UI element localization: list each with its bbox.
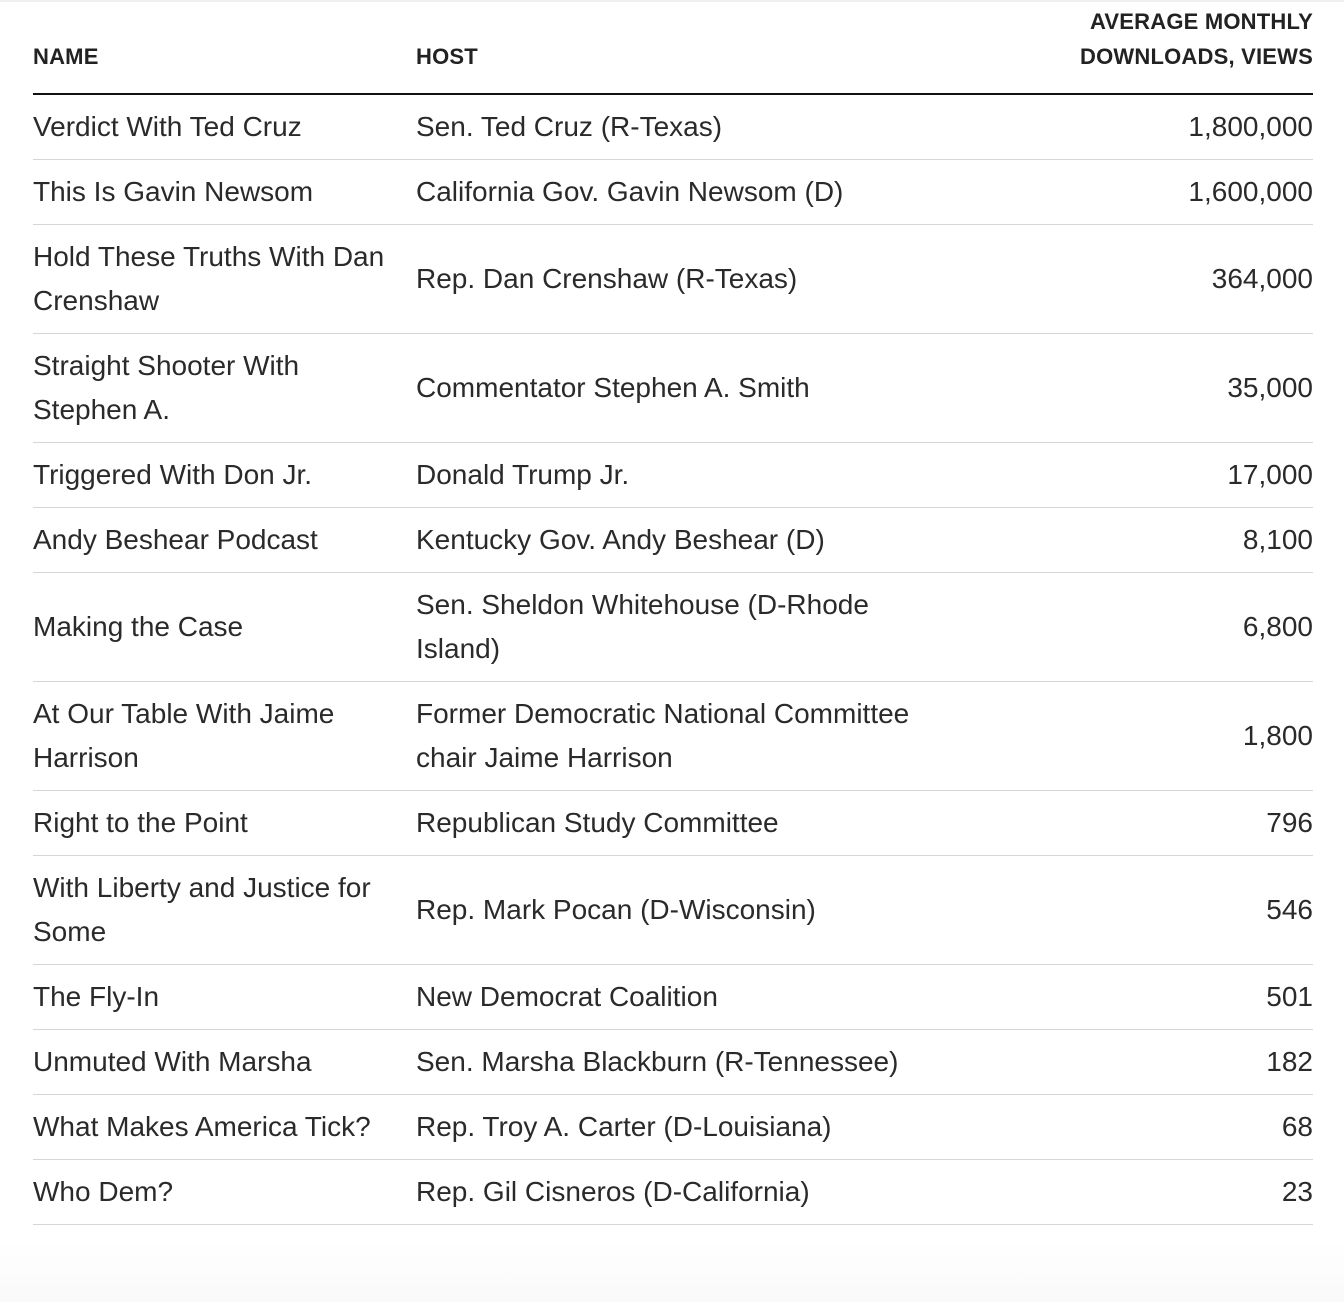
header-row xyxy=(33,0,1313,94)
downloads-value-cell: 364,000 xyxy=(963,225,1313,334)
table-header xyxy=(33,0,1313,94)
podcast-host-cell: California Gov. Gavin Newsom (D) xyxy=(416,160,963,225)
column-header-name: NAME xyxy=(33,0,416,94)
podcast-name-cell: Right to the Point xyxy=(33,791,416,856)
podcast-host-cell: Donald Trump Jr. xyxy=(416,443,963,508)
table-row xyxy=(33,1030,1313,1095)
podcast-host-cell: Rep. Dan Crenshaw (R-Texas) xyxy=(416,225,963,334)
table-row xyxy=(33,334,1313,443)
podcast-host-cell: Sen. Sheldon Whitehouse (D-Rhode Island) xyxy=(416,573,963,682)
table-body xyxy=(33,94,1313,1225)
table-row xyxy=(33,443,1313,508)
downloads-value-cell: 8,100 xyxy=(963,508,1313,573)
table-row xyxy=(33,160,1313,225)
podcast-name-cell: With Liberty and Justice for Some xyxy=(33,856,416,965)
podcast-name-cell: Triggered With Don Jr. xyxy=(33,443,416,508)
downloads-value-cell: 68 xyxy=(963,1095,1313,1160)
podcast-host-cell: Sen. Ted Cruz (R-Texas) xyxy=(416,94,963,160)
downloads-value-cell: 17,000 xyxy=(963,443,1313,508)
table-row xyxy=(33,573,1313,682)
podcast-table xyxy=(33,0,1313,1225)
podcast-name-cell: Andy Beshear Podcast xyxy=(33,508,416,573)
podcast-name-cell: This Is Gavin Newsom xyxy=(33,160,416,225)
podcast-host-cell: Kentucky Gov. Andy Beshear (D) xyxy=(416,508,963,573)
podcast-host-cell: Rep. Troy A. Carter (D-Louisiana) xyxy=(416,1095,963,1160)
podcast-name-cell: Who Dem? xyxy=(33,1160,416,1225)
bottom-fade xyxy=(0,1242,1344,1302)
table-row xyxy=(33,682,1313,791)
downloads-value-cell: 182 xyxy=(963,1030,1313,1095)
podcast-name-cell: The Fly-In xyxy=(33,965,416,1030)
downloads-value-cell: 1,800 xyxy=(963,682,1313,791)
podcast-name-cell: What Makes America Tick? xyxy=(33,1095,416,1160)
table-row xyxy=(33,856,1313,965)
downloads-value-cell: 501 xyxy=(963,965,1313,1030)
downloads-value-cell: 23 xyxy=(963,1160,1313,1225)
podcast-host-cell: Sen. Marsha Blackburn (R-Tennessee) xyxy=(416,1030,963,1095)
column-header-host: HOST xyxy=(416,0,963,94)
downloads-value-cell: 6,800 xyxy=(963,573,1313,682)
podcast-host-cell: Rep. Gil Cisneros (D-California) xyxy=(416,1160,963,1225)
podcast-name-cell: Hold These Truths With Dan Crenshaw xyxy=(33,225,416,334)
downloads-value-cell: 1,800,000 xyxy=(963,94,1313,160)
table-row xyxy=(33,225,1313,334)
podcast-host-cell: New Democrat Coalition xyxy=(416,965,963,1030)
table-row xyxy=(33,1095,1313,1160)
table-row xyxy=(33,791,1313,856)
downloads-value-cell: 1,600,000 xyxy=(963,160,1313,225)
downloads-value-cell: 796 xyxy=(963,791,1313,856)
table-row xyxy=(33,965,1313,1030)
podcast-host-cell: Republican Study Committee xyxy=(416,791,963,856)
podcast-name-cell: Verdict With Ted Cruz xyxy=(33,94,416,160)
column-header-downloads: AVERAGE MONTHLY DOWNLOADS, VIEWS xyxy=(963,0,1313,94)
podcast-host-cell: Former Democratic National Committee chair Jaime Harrison xyxy=(416,682,963,791)
table-row xyxy=(33,508,1313,573)
downloads-value-cell: 546 xyxy=(963,856,1313,965)
podcast-host-cell: Rep. Mark Pocan (D-Wisconsin) xyxy=(416,856,963,965)
podcast-name-cell: Making the Case xyxy=(33,573,416,682)
podcast-name-cell: Unmuted With Marsha xyxy=(33,1030,416,1095)
table-row xyxy=(33,1160,1313,1225)
table-row xyxy=(33,94,1313,160)
podcast-host-cell: Commentator Stephen A. Smith xyxy=(416,334,963,443)
podcast-name-cell: At Our Table With Jaime Harrison xyxy=(33,682,416,791)
downloads-value-cell: 35,000 xyxy=(963,334,1313,443)
podcast-name-cell: Straight Shooter With Stephen A. xyxy=(33,334,416,443)
